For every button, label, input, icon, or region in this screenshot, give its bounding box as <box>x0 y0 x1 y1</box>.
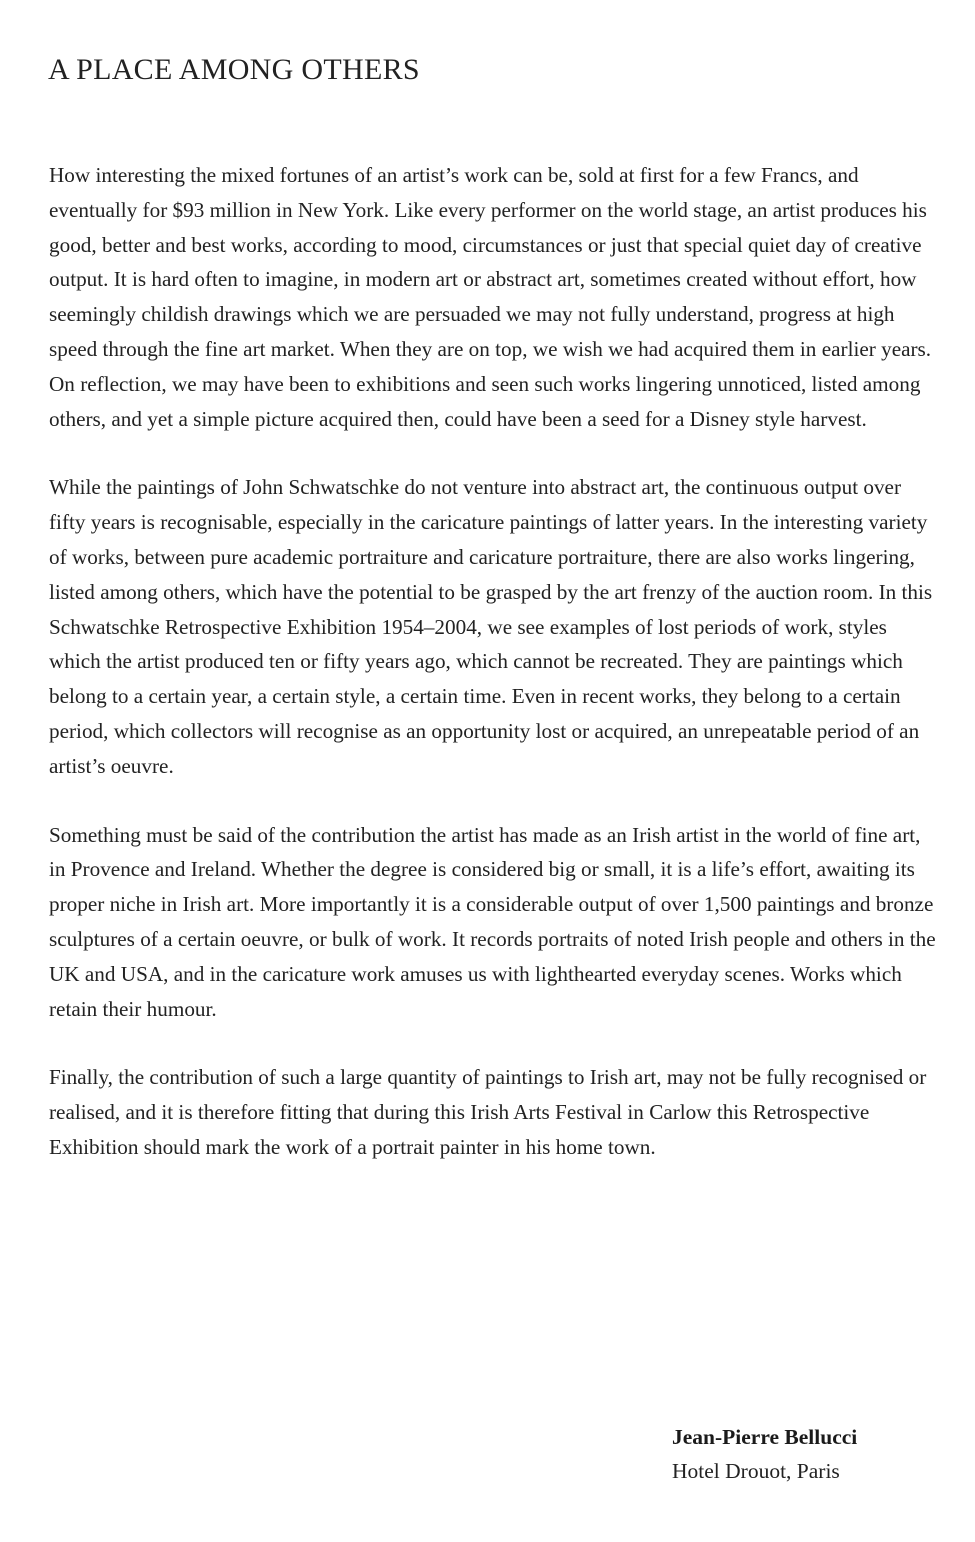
paragraph-4: Finally, the contribution of such a large quantity of paintings to Irish art, may not be fully recognised or realised, and it is therefore fitting that during this Irish Arts Festival in Carlow this Retrospective Exhibition should mark the work of a portrait painter in his home town. <box>49 1065 927 1159</box>
paragraph-3: Something must be said of the contribution the artist has made as an Irish artist in the world of fine art, in Provence and Ireland. Whether the degree is considered big or small, it is a life’s effort, awaiting its proper niche in Irish art. More importantly it is a considerable output of over 1,500 paintings and bronze sculptures of a certain oeuvre, or bulk of work. It records portraits of noted Irish people and others in the UK and USA, and in the caricature work amuses us with lighthearted everyday scenes. Works which retain their humour. <box>49 822 936 1021</box>
signature-block <box>672 1420 962 1488</box>
paragraph-2: While the paintings of John Schwatschke do not venture into abstract art, the continuous output over fifty years is recognisable, especially in the caricature paintings of latter years. In the interesting variety of works, between pure academic portraiture and caricature portraiture, there are also works lingering, listed among others, which have the potential to be grasped by the art frenzy of the auction room. In this Schwatschke Retrospective Exhibition 1954–2004, we see examples of lost periods of work, styles which the artist produced ten or fifty years ago, which cannot be recreated. They are paintings which belong to a certain year, a certain style, a certain time. Even in recent works, they belong to a certain period, which collectors will recognise as an opportunity lost or acquired, an unrepeatable period of an artist’s oeuvre. <box>49 475 933 778</box>
author-name: Jean-Pierre Bellucci <box>672 1425 858 1449</box>
paragraph-1: How interesting the mixed fortunes of an artist’s work can be, sold at first for a few Francs, and eventually for $93 million in New York. Like every performer on the world stage, an artist produces his good, better and best works, according to mood, circumstances or just that special quiet day of creative output. It is hard often to imagine, in modern art or abstract art, sometimes created without effort, how seemingly childish drawings which we are persuaded we may not fully understand, progress at high speed through the fine art market. When they are on top, we wish we had acquired them in earlier years. On reflection, we may have been to exhibitions and seen such works lingering unnoticed, listed among others, and yet a simple picture acquired then, could have been a seed for a Disney style harvest. <box>49 163 932 431</box>
page-title: A PLACE AMONG OTHERS <box>48 53 420 86</box>
article-body <box>49 158 939 1199</box>
author-affiliation: Hotel Drouot, Paris <box>672 1459 840 1483</box>
